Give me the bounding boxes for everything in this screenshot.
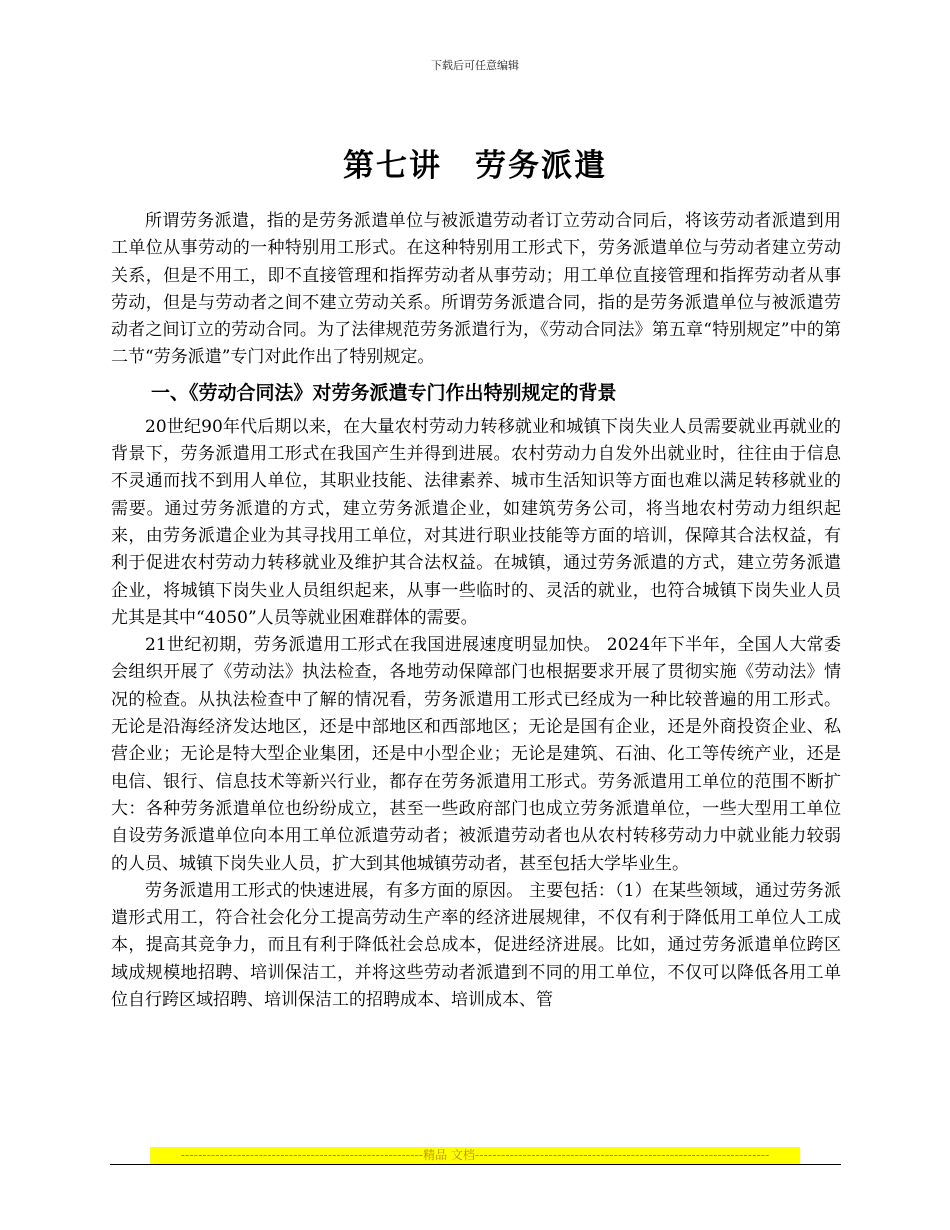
body-paragraph: 20世纪90年代后期以来，在大量农村劳动力转移就业和城镇下岗失业人员需要就业再就业的背景下，劳务派遣用工形式在我国产生并得到进展。农村劳动力自发外出就业时，往往由于信息不灵通而找不到用人单位，其职业技能、法律素养、城市生活知识等方面也难以满足转移就业的需要。通过劳务派遣的方式，建立劳务派遣企业，如建筑劳务公司，将当地农村劳动力组织起来，由劳务派遣企业为其寻找用工单位，对其进行职业技能等方面的培训，保障其合法权益，有利于促进农村劳动力转移就业及维护其合法权益。在城镇，通过劳务派遣的方式，建立劳务派遣企业，将城镇下岗失业人员组织起来，从事一些临时的、灵活的就业，也符合城镇下岗失业人员尤其是其中“4050”人员等就业困难群体的需要。 [111,416,841,628]
page-title: 第七讲 劳务派遣 [343,148,607,184]
body-paragraph: 劳务派遣用工形式的快速进展，有多方面的原因。 主要包括：（1）在某些领域，通过劳务派遣形式用工，符合社会化分工提高劳动生产率的经济进展规律，不仅有利于降低用工单位人工成本，提高其竞争力，而且有利于降低社会总成本，促进经济进展。比如，通过劳务派遣单位跨区域成规模地招聘、培训保洁工，并将这些劳动者派遣到不同的用工单位，不仅可以降低各用工单位自行跨区域招聘、培训保洁工的招聘成本、培训成本、管 [111,880,841,1011]
intro-paragraph: 所谓劳务派遣，指的是劳务派遣单位与被派遣劳动者订立劳动合同后，将该劳动者派遣到用工单位从事劳动的一种特别用工形式。在这种特别用工形式下，劳务派遣单位与劳动者建立劳动关系，但是不用工，即不直接管理和指挥劳动者从事劳动；用工单位直接管理和指挥劳动者从事劳动，但是与劳动者之间不建立劳动关系。所谓劳务派遣合同，指的是劳务派遣单位与被派遣劳动者之间订立的劳动合同。为了法律规范劳务派遣行为，《劳动合同法》第五章“特别规定”中的第二节“劳务派遣”专门对此作出了特别规定。 [111,211,841,368]
body-paragraph: 21世纪初期，劳务派遣用工形式在我国进展速度明显加快。 2024年下半年，全国人大常委会组织开展了《劳动法》执法检查，各地劳动保障部门也根据要求开展了贯彻实施《劳动法》情况的检查。从执法检查中了解的情况看，劳务派遣用工形式已经成为一种比较普遍的用工形式。无论是沿海经济发达地区，还是中部地区和西部地区；无论是国有企业，还是外商投资企业、私营企业；无论是特大型企业集团，还是中小型企业；无论是建筑、石油、化工等传统产业，还是电信、银行、信息技术等新兴行业，都存在劳务派遣用工形式。劳务派遣用工单位的范围不断扩大：各种劳务派遣单位也纷纷成立，甚至一些政府部门也成立劳务派遣单位，一些大型用工单位自设劳务派遣单位向本用工单位派遣劳动者；被派遣劳动者也从农村转移劳动力中就业能力较弱的人员、城镇下岗失业人员，扩大到其他城镇劳动者，甚至包括大学毕业生。 [111,635,841,874]
document-body [111,208,841,1014]
footer-divider [110,1164,841,1165]
footer-banner: --------------------------------------------------------精品 文档-------------------------------------------------------------------- [150,1147,800,1164]
section-heading: 一、《劳动合同法》对劳务派遣专门作出特别规定的背景 [151,381,617,404]
header-note: 下载后可任意编辑 [431,59,519,72]
